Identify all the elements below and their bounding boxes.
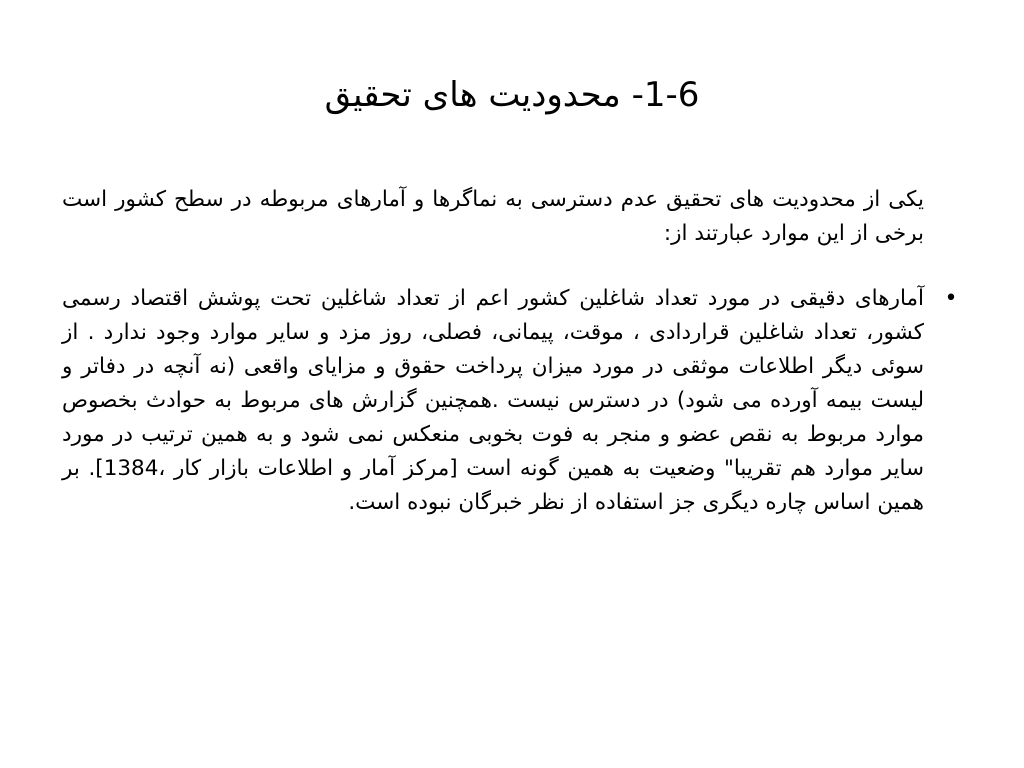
slide-title: 1-6- محدودیت های تحقیق (324, 75, 700, 115)
slide-body (62, 183, 958, 520)
bullet-item (62, 282, 958, 520)
intro-paragraph: یکی از محدودیت های تحقیق عدم دسترسی به نماگرها و آمارهای مربوطه در سطح کشور است برخی از این موارد عبارتند از: (62, 187, 924, 246)
bullet-icon: • (944, 286, 958, 311)
bullet-paragraph: آمارهای دقیقی در مورد تعداد شاغلین کشور اعم از تعداد شاغلین تحت پوشش اقتصاد رسمی کشور، تعداد شاغلین قراردادی ، موقت، پیمانی، فصلی، روز مزد و سایر موارد وجود ندارد . از سوئی دیگر اطلاعات موثقی در مورد میزان پرداخت حقوق و مزایای واقعی (نه آنچه در دفاتر و لیست بیمه آورده می شود) در دسترس نیست .همچنین گزارش های مربوط به حوادث بخصوص موارد مربوط به نقص عضو و منجر به فوت بخوبی منعکس نمی شود و به همین ترتیب در مورد سایر موارد هم تقریبا" وضعیت به همین گونه است [مرکز آمار و اطلاعات بازار کار ،1384]. بر همین اساس چاره دیگری جز استفاده از نظر خبرگان نبوده است. (62, 286, 925, 515)
